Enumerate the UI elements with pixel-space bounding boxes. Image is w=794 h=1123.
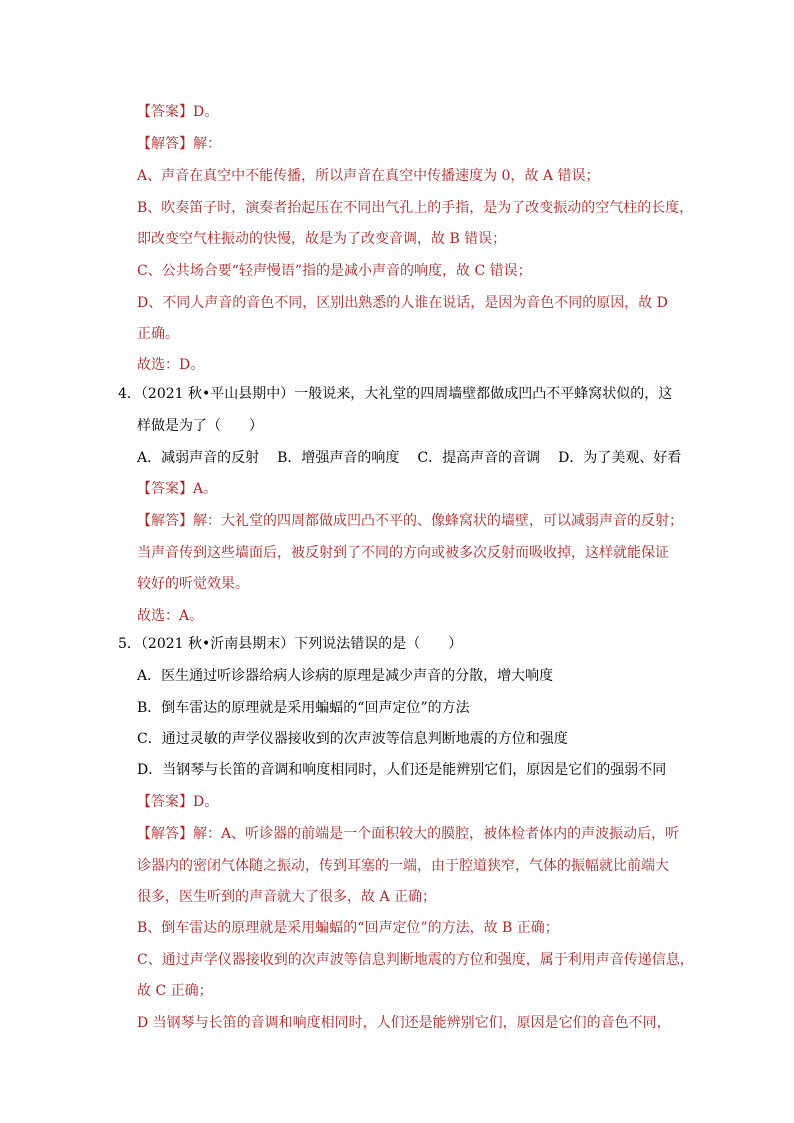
q5-option-d: D．当钢琴与长笛的音调和响度相同时，人们还是能辨别它们，原因是它们的强弱不同: [137, 762, 667, 778]
q3-choose: 故选：D。: [137, 357, 205, 373]
q4-explain-line: 当声音传到这些墙面后，被反射到了不同的方向或被多次反射而吸收掉，这样就能保证: [137, 545, 669, 561]
explain-tag: 【解答】: [137, 513, 193, 529]
q5-explain-line: 故 C 正确；: [137, 983, 213, 999]
q3-explain-line: 正确。: [137, 326, 179, 342]
answer-tag: 【答案】: [137, 481, 193, 497]
q5-explain-line: 诊器内的密闭气体随之振动，传到耳塞的一端，由于腔道狭窄，气体的振幅就比前端大: [137, 858, 669, 874]
q4-stem-line: 样做是为了（ ）: [137, 418, 263, 434]
answer-value: A。: [193, 481, 218, 497]
q5-option-c: C．通过灵敏的声学仪器接收到的次声波等信息判断地震的方位和强度: [137, 731, 568, 747]
q3-explain-line: 即改变空气柱振动的快慢，故是为了改变音调，故 B 错误；: [137, 231, 507, 247]
q5-explain-line: D 当钢琴与长笛的音调和响度相同时，人们还是能辨别它们，原因是它们的音色不同，: [137, 1015, 671, 1031]
q5-option-b: B．倒车雷达的原理就是采用蝙蝠的“回声定位”的方法: [137, 700, 470, 716]
q4-stem-line: 4．（2021 秋•平山县期中）一般说来，大礼堂的四周墙壁都做成凹凸不平蜂窝状似的，这: [118, 386, 673, 402]
answer-tag: 【答案】: [137, 794, 193, 810]
q5-explain-head: [137, 824, 679, 844]
q3-explain-line: B、吹奏笛子时，演奏者抬起压在不同出气孔上的手指，是为了改变振动的空气柱的长度，: [137, 200, 694, 216]
answer-value: D。: [193, 104, 219, 120]
q5-option-a: A．医生通过听诊器给病人诊病的原理是减少声音的分散，增大响度: [137, 668, 554, 684]
q4-answer: [137, 479, 217, 499]
q3-explain-line: D、不同人声音的音色不同，区别出熟悉的人谁在说话，是因为音色不同的原因，故 D: [137, 295, 668, 311]
q3-explain-line: A、声音在真空中不能传播，所以声音在真空中传播速度为 0，故 A 错误；: [137, 168, 600, 184]
q5-stem: 5．（2021 秋•沂南县期末）下列说法错误的是（ ）: [118, 636, 463, 652]
q4-option-a: A．减弱声音的反射: [137, 450, 260, 466]
explain-text: 解：A、听诊器的前端是一个面积较大的膜腔，被体检者体内的声波振动后，听: [193, 826, 680, 842]
q4-choose: 故选：A。: [137, 608, 204, 624]
q4-option-d: D．为了美观、好看: [558, 450, 682, 466]
q5-explain-line: C、通过声学仪器接收到的次声波等信息判断地震的方位和强度，属于利用声音传递信息，: [137, 952, 694, 968]
q5-explain-line: B、倒车雷达的原理就是采用蝙蝠的“回声定位”的方法，故 B 正确；: [137, 920, 559, 936]
explain-text: 解：大礼堂的四周都做成凹凸不平的、像蜂窝状的墙壁，可以减弱声音的反射；: [193, 513, 683, 529]
explain-text: 解：: [193, 136, 221, 152]
answer-tag: 【答案】: [137, 104, 193, 120]
q4-explain-line: 较好的听觉效果。: [137, 576, 249, 592]
q4-explain-head: [137, 511, 683, 531]
q4-option-b: B．增强声音的响度: [277, 450, 400, 466]
q5-explain-line: 很多，医生听到的声音就大了很多，故 A 正确；: [137, 889, 437, 905]
answer-value: D。: [193, 794, 219, 810]
q3-answer: [137, 102, 218, 122]
q3-explain-head: [137, 134, 221, 154]
q5-answer: [137, 792, 218, 812]
explain-tag: 【解答】: [137, 136, 193, 152]
q3-explain-line: C、公共场合要“轻声慢语”指的是减小声音的响度，故 C 错误；: [137, 263, 532, 279]
explain-tag: 【解答】: [137, 826, 193, 842]
q4-option-c: C．提高声音的音调: [417, 450, 541, 466]
q4-options: [137, 448, 681, 468]
